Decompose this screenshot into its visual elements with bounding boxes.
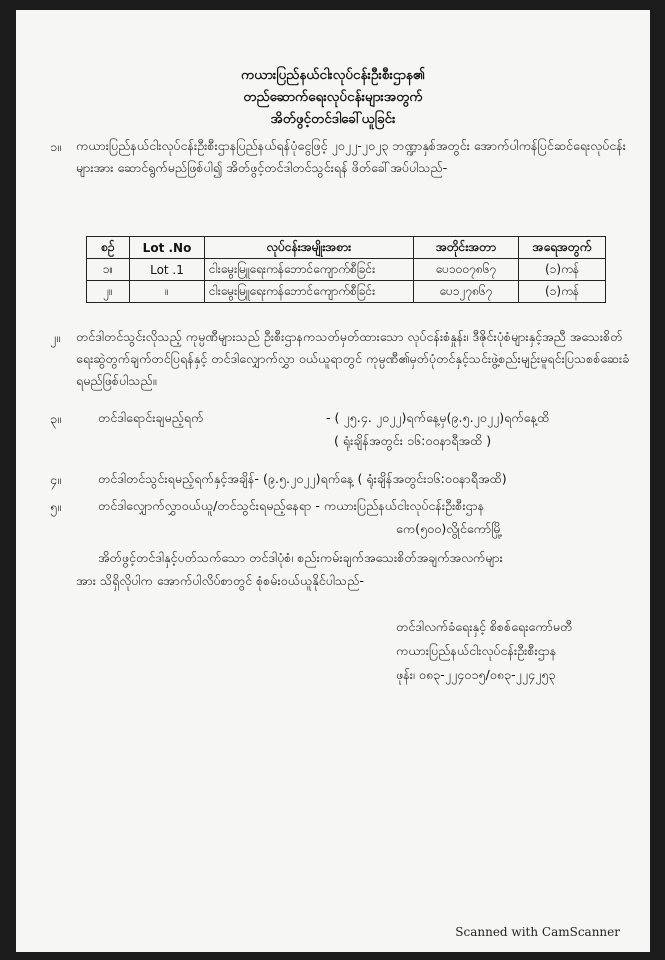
col-header-quantity: အရေအတွက်	[519, 237, 606, 259]
signature-department: ကယားပြည်နယ်ငါးလုပ်ငန်းဦးစီးဌာန	[396, 643, 557, 658]
submission-date-text: တင်ဒါတင်သွင်းရမည့်ရက်နှင့်အချိန်- (၉.၅.၂၀၂၂)ရက်နေ့ ( ရုံးချိန်အတွင်း၁၆:၀၀နာရီအထိ)	[98, 471, 507, 486]
col-header-no: စဉ်	[87, 237, 130, 259]
section5-number: ၅။	[50, 499, 61, 514]
cell-dimension: ပေ၁၀၀၇၈၆၇	[414, 259, 519, 281]
cell-lot: Lot .1	[130, 259, 205, 281]
cell-work-type: ငါးမွေးမြူရေးကန်ဘောင်ကျောက်စီခြင်း	[205, 259, 414, 281]
cell-no: ၁။	[87, 259, 130, 281]
header-title-line3: အိတ်ဖွင့်တင်ဒါခေါ်ယူခြင်း	[270, 111, 396, 127]
purchase-location-town: ကေ(၅၀၀)လွိုင်ကော်မြို့	[396, 521, 503, 536]
section3-number: ၃။	[50, 411, 61, 426]
purchase-location-text: တင်ဒါလျှောက်လွှာဝယ်ယူ/တင်သွင်းရမည့်နေရာ - ကယားပြည်နယ်ငါးလုပ်ငန်းဦးစီးဌာန	[98, 498, 485, 513]
section2-text: တင်ဒါတင်သွင်းလိုသည့် ကုမ္ပဏီများသည် ဦးစီးဌာနကသတ်မှတ်ထားသော လုပ်ငန်းစံနှုန်း၊ ဒီဇိုင်းပုံစံများနှင့်အညီ အသေးစိတ်ရေးဆွဲတွက်ချက်တင်ပြရန်နှင့် တင်ဒါလျှောက်လွှာ ဝယ်ယူရာတွင် ကုမ္ပဏီ၏မှတ်ပုံတင်နှင့်သင်းဖွဲ့စည်းမျဉ်းမူရင်းပြသစစ်ဆေးခံရမည်ဖြစ်ပါသည်။	[76, 329, 630, 388]
header-title-line1: ကယားပြည်နယ်ငါးလုပ်ငန်းဦးစီးဌာန၏	[241, 67, 425, 83]
section2-number: ၂။	[50, 330, 60, 345]
sale-date-label: တင်ဒါရောင်းချမည့်ရက်	[98, 410, 204, 425]
closing-line1: အိတ်ဖွင့်တင်ဒါနှင့်ပတ်သက်သော တင်ဒါပုံစံ၊ စည်းကမ်းချက်အသေးစိတ်အချက်အလက်များ	[98, 550, 503, 565]
section1-text: ကယားပြည်နယ်ငါးလုပ်ငန်းဦးစီးဌာနပြည်နယ်ရန်ပုံငွေဖြင့် ၂၀၂၂-၂၀၂၃ ဘဏ္ဍာနှစ်အတွင်း အောက်ပါကန်ပြင်ဆင်ရေးလုပ်ငန်းများအား ဆောင်ရွက်မည်ဖြစ်ပါ၍ အိတ်ဖွင့်တင်ဒါတင်သွင်းရန် ဖိတ်ခေါ်အပ်ပါသည်-	[76, 138, 626, 175]
signature-committee: တင်ဒါလက်ခံရေးနှင့် စိစစ်ရေးကော်မတီ	[396, 619, 573, 634]
cell-no: ၂။	[87, 281, 130, 303]
camscanner-watermark: Scanned with CamScanner	[455, 925, 620, 939]
signature-phone: ဖုန်း၊ ၀၈၃-၂၂၄၀၁၅/၀၈၃-၂၂၄၂၅၃	[396, 667, 556, 682]
cell-quantity: (၁)ကန်	[519, 281, 606, 303]
document-page	[16, 10, 650, 952]
lot-table	[86, 236, 606, 303]
cell-work-type: ငါးမွေးမြူရေးကန်ဘောင်ကျောက်စီခြင်း	[205, 281, 414, 303]
closing-line2: အား သိရှိလိုပါက အောက်ပါလိပ်စာတွင် စုံစမ်းဝယ်ယူနိုင်ပါသည်-	[76, 573, 364, 588]
col-header-lot: Lot .No	[130, 237, 205, 259]
col-header-dimension: အတိုင်းအတာ	[414, 237, 519, 259]
table-row	[87, 281, 606, 303]
header-title-line2: တည်ဆောက်ရေးလုပ်ငန်းများအတွက်	[243, 89, 423, 105]
sale-date-value: - ( ၂၅.၄. ၂၀၂၂)ရက်နေ့မှ(၉.၅.၂၀၂၂)ရက်နေ့ထိ	[326, 410, 550, 425]
table-row	[87, 259, 606, 281]
section1-number: ၁။	[50, 139, 61, 154]
cell-dimension: ပေ၁၂၇၈၆၇	[414, 281, 519, 303]
col-header-work-type: လုပ်ငန်းအမျိုးအစား	[205, 237, 414, 259]
cell-lot: ။	[130, 281, 205, 303]
sale-date-note: ( ရုံးချိန်အတွင်း ၁၆:၀၀နာရီအထိ )	[334, 433, 492, 448]
section4-number: ၄။	[50, 472, 61, 487]
table-header-row	[87, 237, 606, 259]
cell-quantity: (၁)ကန်	[519, 259, 606, 281]
